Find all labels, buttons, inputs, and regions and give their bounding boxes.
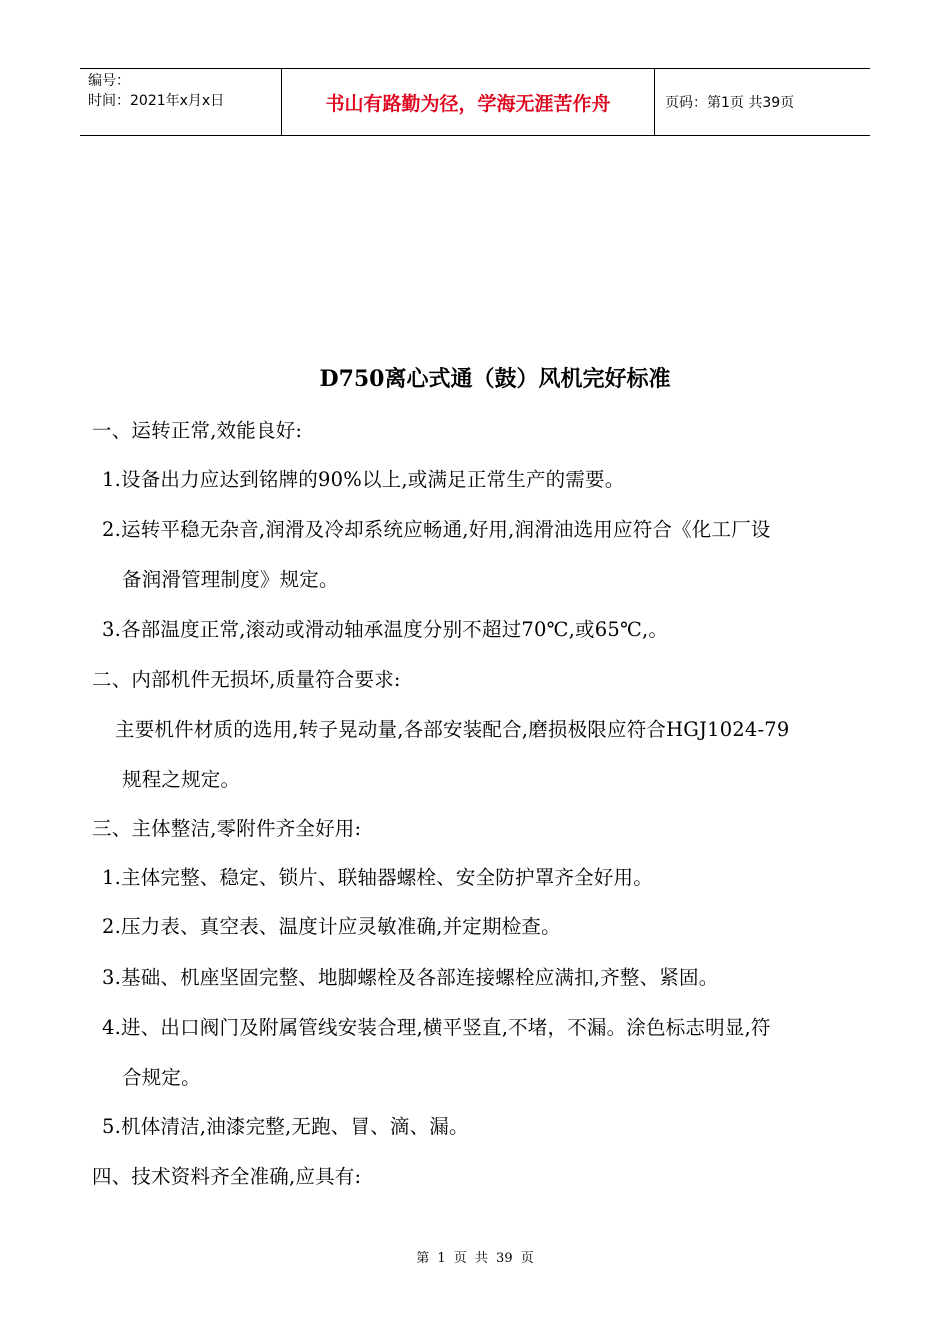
paragraph-line: 备润滑管理制度》规定。 bbox=[122, 568, 339, 591]
paragraph-line: 合规定。 bbox=[122, 1066, 201, 1089]
date-label: 时间：2021年x月x日 bbox=[88, 93, 225, 109]
paragraph-line: 1.设备出力应达到铭牌的90%以上,或满足正常生产的需要。 bbox=[102, 468, 625, 491]
header-table bbox=[80, 68, 870, 136]
paragraph-line: 2.压力表、真空表、温度计应灵敏准确,并定期检查。 bbox=[102, 915, 561, 938]
document-title: D750离心式通（鼓）风机完好标准 bbox=[319, 366, 671, 392]
paragraph-line: 5.机体清洁,油漆完整,无跑、冒、滴、漏。 bbox=[102, 1115, 469, 1138]
paragraph-line: 3.各部温度正常,滚动或滑动轴承温度分别不超过70℃,或65℃,。 bbox=[102, 618, 669, 641]
section-heading-1: 一、运转正常,效能良好: bbox=[92, 419, 303, 442]
section-heading-4: 四、技术资料齐全准确,应具有: bbox=[92, 1165, 362, 1188]
paragraph-line: 1.主体完整、稳定、锁片、联轴器螺栓、安全防护罩齐全好用。 bbox=[102, 866, 653, 889]
paragraph-line: 4.进、出口阀门及附属管线安装合理,横平竖直,不堵，不漏。涂色标志明显,符 bbox=[102, 1016, 771, 1039]
paragraph-line: 3.基础、机座坚固完整、地脚螺栓及各部连接螺栓应满扣,齐整、紧固。 bbox=[102, 966, 719, 989]
page-footer: 第 1 页 共 39 页 bbox=[416, 1251, 534, 1266]
number-label: 编号： bbox=[88, 73, 130, 89]
section-heading-3: 三、主体整洁,零附件齐全好用: bbox=[92, 817, 362, 840]
paragraph-line: 2.运转平稳无杂音,润滑及冷却系统应畅通,好用,润滑油选用应符合《化工厂设 bbox=[102, 518, 771, 541]
section-heading-2: 二、内部机件无损坏,质量符合要求: bbox=[92, 668, 401, 691]
header-motto: 书山有路勤为径，学海无涯苦作舟 bbox=[282, 69, 655, 135]
paragraph-line: 主要机件材质的选用,转子晃动量,各部安装配合,磨损极限应符合HGJ1024-79 bbox=[115, 718, 790, 741]
header-page-info: 页码：第1页 共39页 bbox=[665, 95, 795, 111]
paragraph-line: 规程之规定。 bbox=[122, 768, 241, 791]
header-left-cell bbox=[80, 69, 282, 135]
